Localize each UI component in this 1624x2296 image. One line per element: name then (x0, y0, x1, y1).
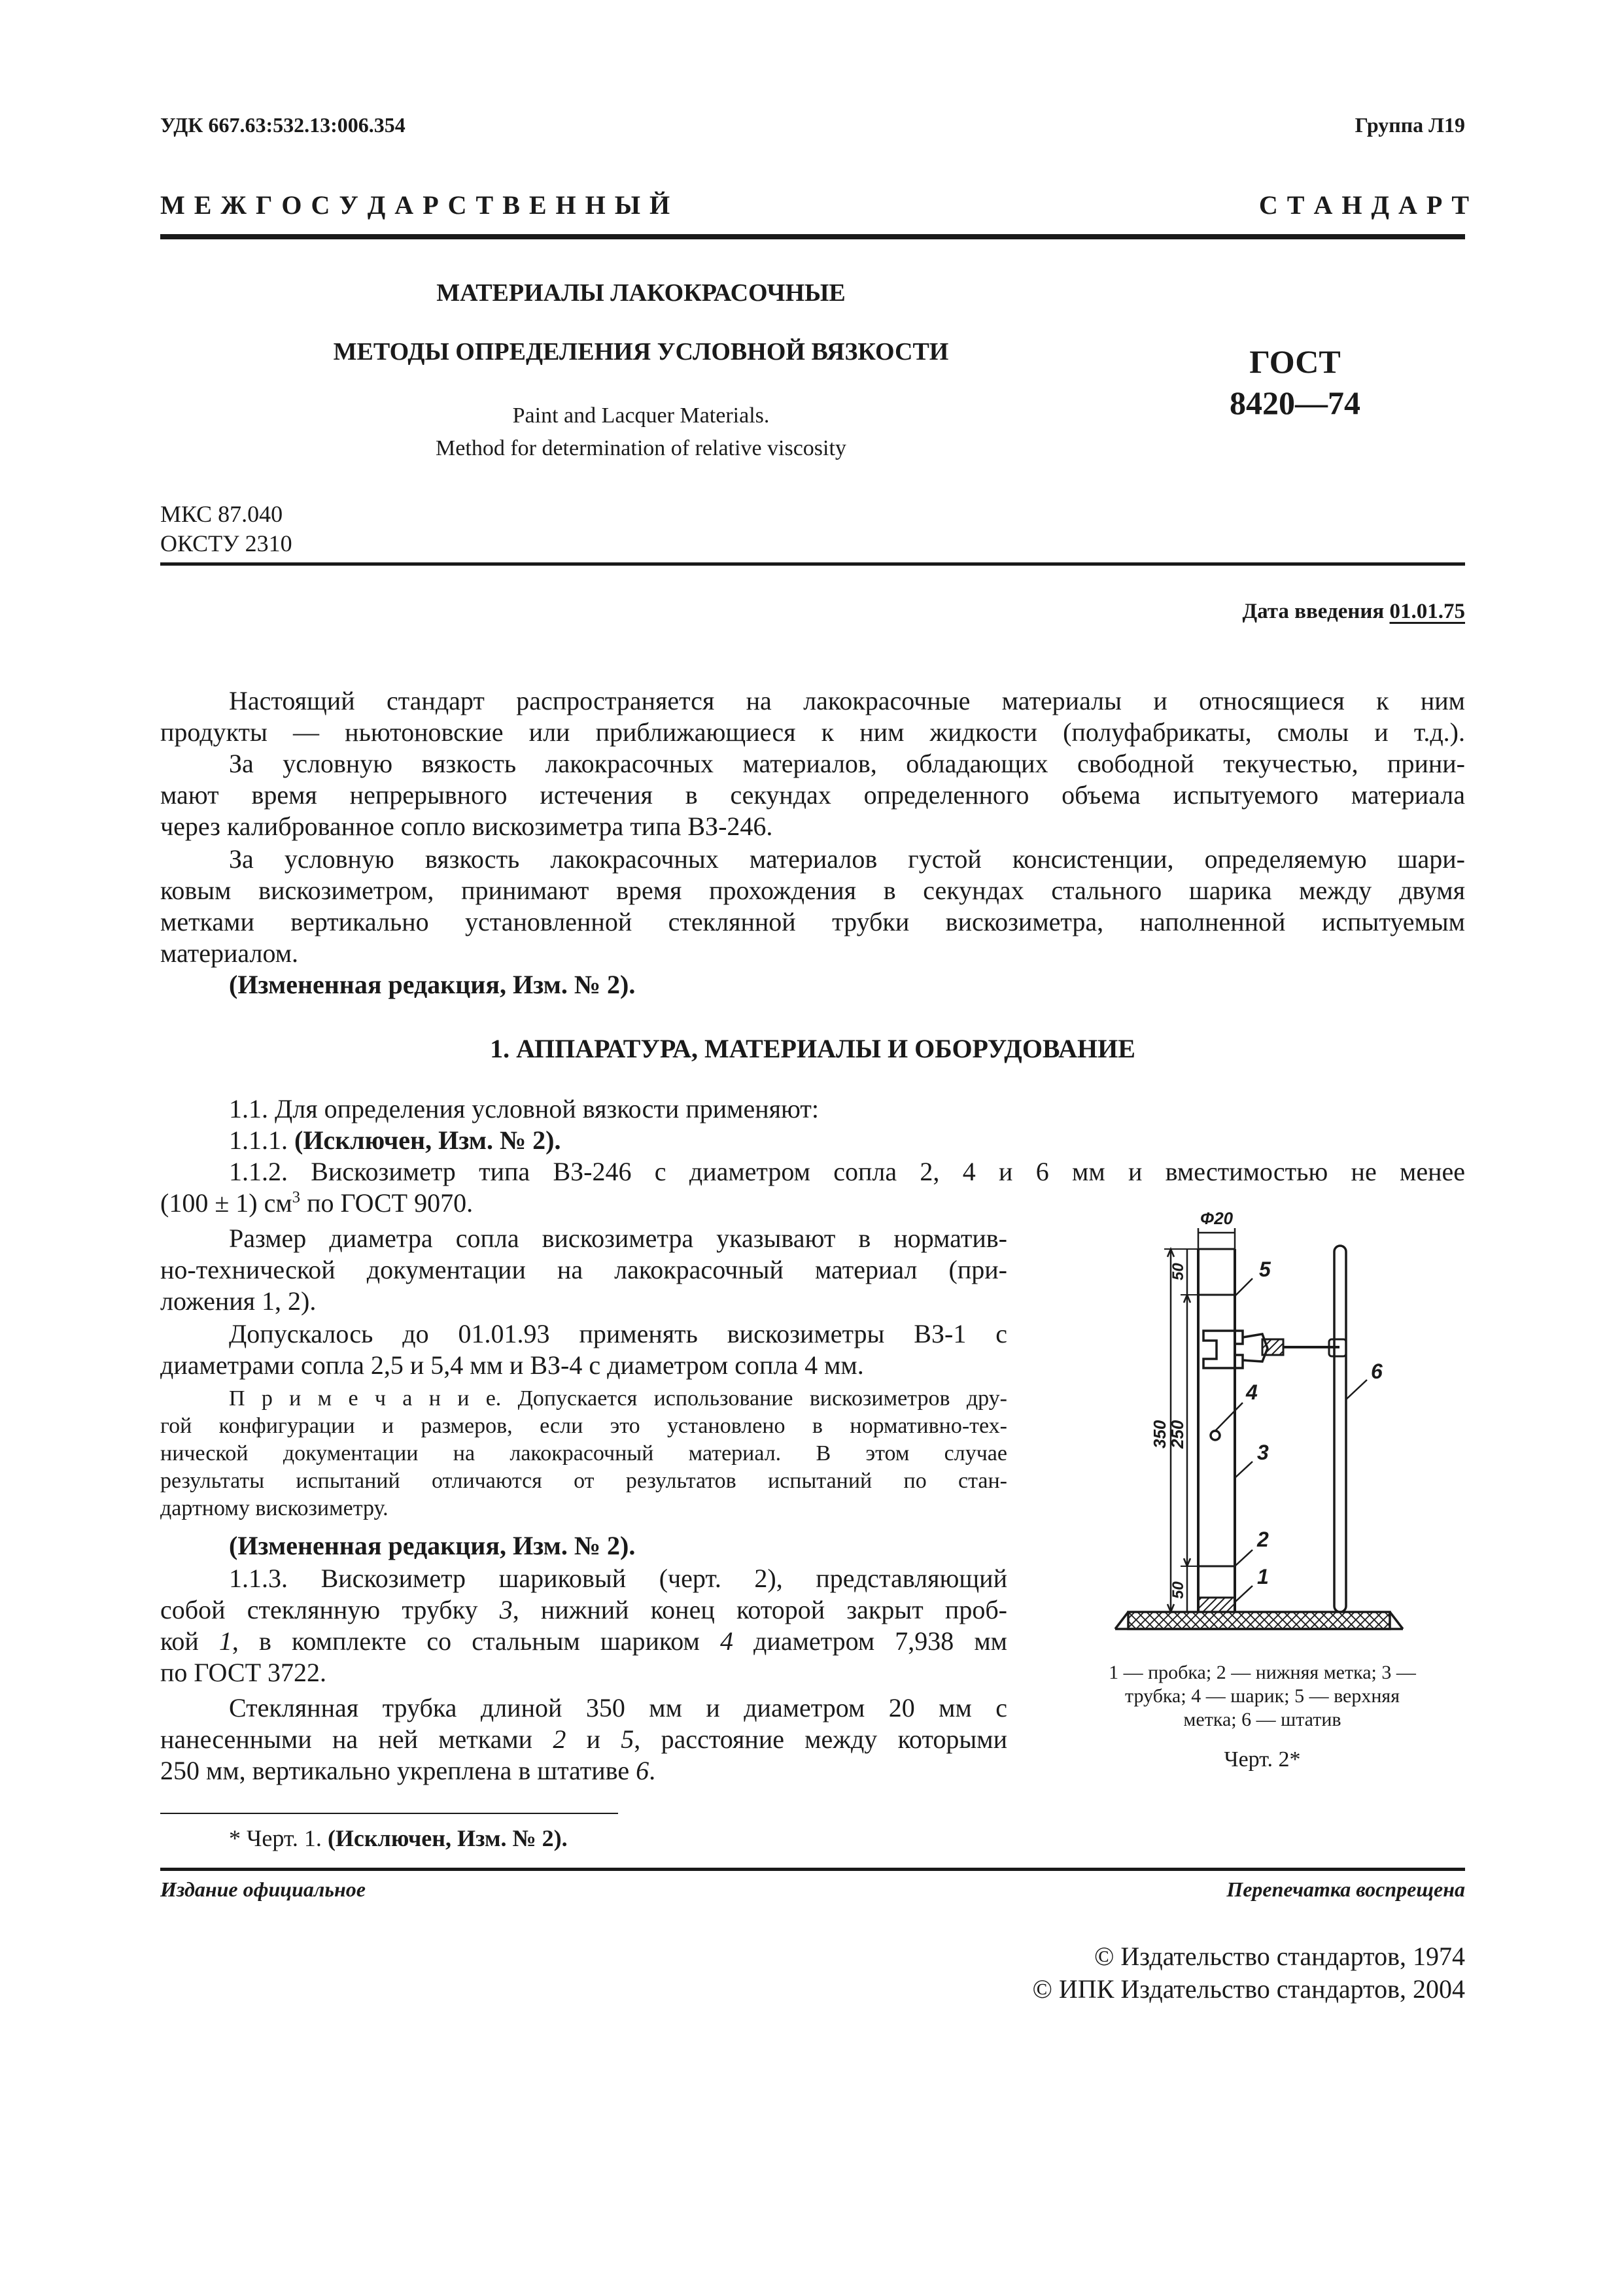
para-1-1-3-line3 (160, 1626, 1007, 1657)
label-5: 5 (1259, 1258, 1271, 1281)
banner-rule (160, 234, 1465, 239)
section-1-heading: 1. АППАРАТУРА, МАТЕРИАЛЫ И ОБОРУДОВАНИЕ (490, 1034, 1135, 1063)
size-line1: Размер диаметра сопла вискозиметра указывают в норматив- (229, 1224, 1007, 1253)
udk-code: УДК 667.63:532.13:006.354 (160, 113, 406, 137)
label-6: 6 (1371, 1360, 1383, 1383)
p113c-num1: 1 (218, 1626, 232, 1656)
para-1-1-3-line4: по ГОСТ 3722. (160, 1658, 327, 1687)
leader-1 (1235, 1586, 1253, 1602)
title-en-2: Method for determination of relative viscosity (436, 436, 846, 460)
gost-number: 8420—74 (1230, 385, 1360, 421)
size-line2: но-технической документации на лакокрасочный материал (при- (160, 1255, 1007, 1284)
stand-rod (1334, 1246, 1346, 1612)
dim-250-text: 250 (1167, 1420, 1187, 1448)
dim-50-bot-text: 50 (1169, 1581, 1187, 1599)
para-1-1-3-line2 (160, 1594, 1007, 1626)
tube-b-post: , расстояние между которыми (634, 1724, 1007, 1754)
footnote-rule (160, 1813, 618, 1814)
tube-b-num2: 5 (621, 1724, 634, 1754)
intro-amendment: (Измененная редакция, Изм. № 2). (229, 970, 636, 999)
label-4: 4 (1246, 1380, 1258, 1404)
intro-date (1242, 598, 1465, 625)
intro-date-label: Дата введения (1242, 600, 1385, 623)
clamp (1203, 1331, 1243, 1368)
intro-p2-line2: мают время непрерывного истечения в секундах определенного объема испытуемого материала (160, 780, 1465, 810)
tube-line1: Стеклянная трубка длиной 350 мм и диаметром 20 мм с (229, 1693, 1007, 1722)
footnote-ref: * Черт. 1. (229, 1825, 328, 1851)
intro-p3-line2: ковым вискозиметром, принимают время прохождения в секундах стального шарика между двумя (160, 876, 1465, 905)
para-1-1-2-volume: (100 ± 1) см (160, 1188, 292, 1218)
intro-p1-line1: Настоящий стандарт распространяется на лакокрасочные материалы и относящиеся к ним (229, 686, 1465, 715)
label-2: 2 (1257, 1528, 1269, 1551)
title-en-1: Paint and Lacquer Materials. (512, 403, 770, 428)
footnote (229, 1825, 568, 1852)
note-line1 (229, 1385, 1007, 1412)
p113c-num2: 4 (719, 1626, 733, 1656)
stand-base (1128, 1612, 1390, 1629)
label-1: 1 (1257, 1565, 1269, 1588)
allowed-line1: Допускалось до 01.01.93 применять вискозиметры ВЗ-1 с (229, 1319, 1007, 1348)
clamp-screw (1262, 1339, 1283, 1355)
leader-2 (1235, 1550, 1253, 1566)
tube-b-pre: нанесенными на ней метками (160, 1724, 553, 1754)
para-1-1-2-line1: 1.1.2. Вискозиметр типа ВЗ-246 с диаметром сопла 2, 4 и 6 мм и вместимостью не менее (229, 1157, 1465, 1186)
para-1-1: 1.1. Для определения условной вязкости применяют: (229, 1094, 819, 1123)
copyright-2004: © ИПК Издательство стандартов, 2004 (1032, 1974, 1465, 2004)
viscometer-drawing (1086, 1203, 1439, 1654)
para-1-1-1-num: 1.1.1. (229, 1125, 294, 1155)
tube-line3 (160, 1755, 655, 1787)
tube-b-num1: 2 (553, 1724, 566, 1754)
dim-350-text: 350 (1150, 1420, 1169, 1448)
stopper (1198, 1598, 1235, 1612)
intro-p3-line4: материалом. (160, 938, 299, 968)
label-3: 3 (1257, 1441, 1269, 1464)
para-1-1-1-excluded: (Исключен, Изм. № 2). (294, 1125, 561, 1155)
tube-c-pre: 250 мм, вертикально укреплена в штативе (160, 1756, 636, 1785)
dim-50-top-text: 50 (1169, 1263, 1187, 1280)
title-line-2: МЕТОДЫ ОПРЕДЕЛЕНИЯ УСЛОВНОЙ ВЯЗКОСТИ (333, 338, 949, 366)
intro-p3-line3: метками вертикально установленной стеклянной трубки вискозиметра, наполненной испытуемым (160, 907, 1465, 936)
steel-ball (1211, 1431, 1220, 1440)
para-1-1-2-sup: 3 (292, 1188, 301, 1207)
p113b-post: , нижний конец которой закрыт проб- (512, 1595, 1007, 1624)
okstu-code: ОКСТУ 2310 (160, 530, 292, 557)
amendment-2: (Измененная редакция, Изм. № 2). (229, 1531, 636, 1560)
leader-5 (1235, 1278, 1253, 1296)
tube-line2 (160, 1724, 1007, 1755)
para-1-1-2-line2 (160, 1188, 473, 1219)
reprint-prohibited: Перепечатка воспрещена (1226, 1877, 1465, 1901)
intro-p1-line2: продукты — ньютоновские или приближающиеся к ним жидкости (полуфабрикаты, смолы и т.д.). (160, 717, 1465, 747)
intro-p2-line1: За условную вязкость лакокрасочных материалов, обладающих свободной текучестью, прини- (229, 749, 1465, 778)
banner-right: С Т А Н Д А Р Т (1258, 190, 1470, 220)
allowed-line2: диаметрами сопла 2,5 и 5,4 мм и ВЗ-4 с диаметром сопла 4 мм. (160, 1350, 864, 1380)
p113b-pre: собой стеклянную трубку (160, 1595, 500, 1624)
figure-caption-2: трубка; 4 — шарик; 5 — верхняя (1124, 1685, 1400, 1707)
size-line3: ложения 1, 2). (160, 1286, 317, 1316)
p113b-num: 3 (499, 1595, 513, 1624)
title-line-1: МАТЕРИАЛЫ ЛАКОКРАСОЧНЫЕ (436, 279, 846, 307)
leader-6 (1346, 1380, 1367, 1399)
copyright-1974: © Издательство стандартов, 1974 (1094, 1942, 1465, 1971)
dim-diameter-text: Φ20 (1200, 1208, 1234, 1228)
para-1-1-1 (229, 1125, 561, 1156)
note-text-1: Допускается использование вискозиметров дру- (501, 1386, 1007, 1411)
official-edition: Издание официальное (160, 1877, 366, 1901)
para-1-1-2-gost: по ГОСТ 9070. (300, 1188, 474, 1218)
leader-3 (1235, 1462, 1253, 1478)
group-code: Группа Л19 (1355, 113, 1465, 137)
para-1-1-3-line1: 1.1.3. Вискозиметр шариковый (черт. 2), представляющий (229, 1564, 1007, 1593)
gost-label: ГОСТ (1249, 343, 1341, 380)
tube-b-mid: и (566, 1724, 621, 1754)
codes-rule (160, 562, 1465, 566)
note-line4: результаты испытаний отличаются от результатов испытаний по стан- (160, 1469, 1007, 1493)
intro-date-value: 01.01.75 (1389, 600, 1465, 623)
p113c-pre: кой (160, 1626, 219, 1656)
p113c-post: диаметром 7,938 мм (733, 1626, 1007, 1656)
footnote-excluded: (Исключен, Изм. № 2). (327, 1825, 568, 1851)
note-line2: гой конфигурации и размеров, если это установлено в нормативно-тех- (160, 1414, 1007, 1438)
note-line3: нической документации на лакокрасочный материал. В этом случае (160, 1441, 1007, 1465)
figure-caption-1: 1 — пробка; 2 — нижняя метка; 3 — (1109, 1662, 1416, 1683)
tube-c-post: . (649, 1756, 656, 1785)
intro-p2-line3: через калиброванное сопло вискозиметра типа ВЗ-246. (160, 812, 773, 841)
p113c-mid: , в комплекте со стальным шариком (232, 1626, 720, 1656)
banner-left: М Е Ж Г О С У Д А Р С Т В Е Н Н Ы Й (160, 190, 672, 220)
tube-c-num: 6 (636, 1756, 649, 1785)
figure-caption-3: метка; 6 — штатив (1183, 1709, 1341, 1730)
mks-code: МКС 87.040 (160, 501, 283, 527)
note-line5: дартному вискозиметру. (160, 1496, 389, 1520)
leader-4 (1215, 1403, 1243, 1431)
footer-rule (160, 1868, 1465, 1871)
intro-p3-line1: За условную вязкость лакокрасочных материалов густой консистенции, определяемую шари- (229, 844, 1465, 874)
note-label: П р и м е ч а н и е. (229, 1386, 502, 1411)
figure-name: Черт. 2* (1224, 1747, 1301, 1772)
